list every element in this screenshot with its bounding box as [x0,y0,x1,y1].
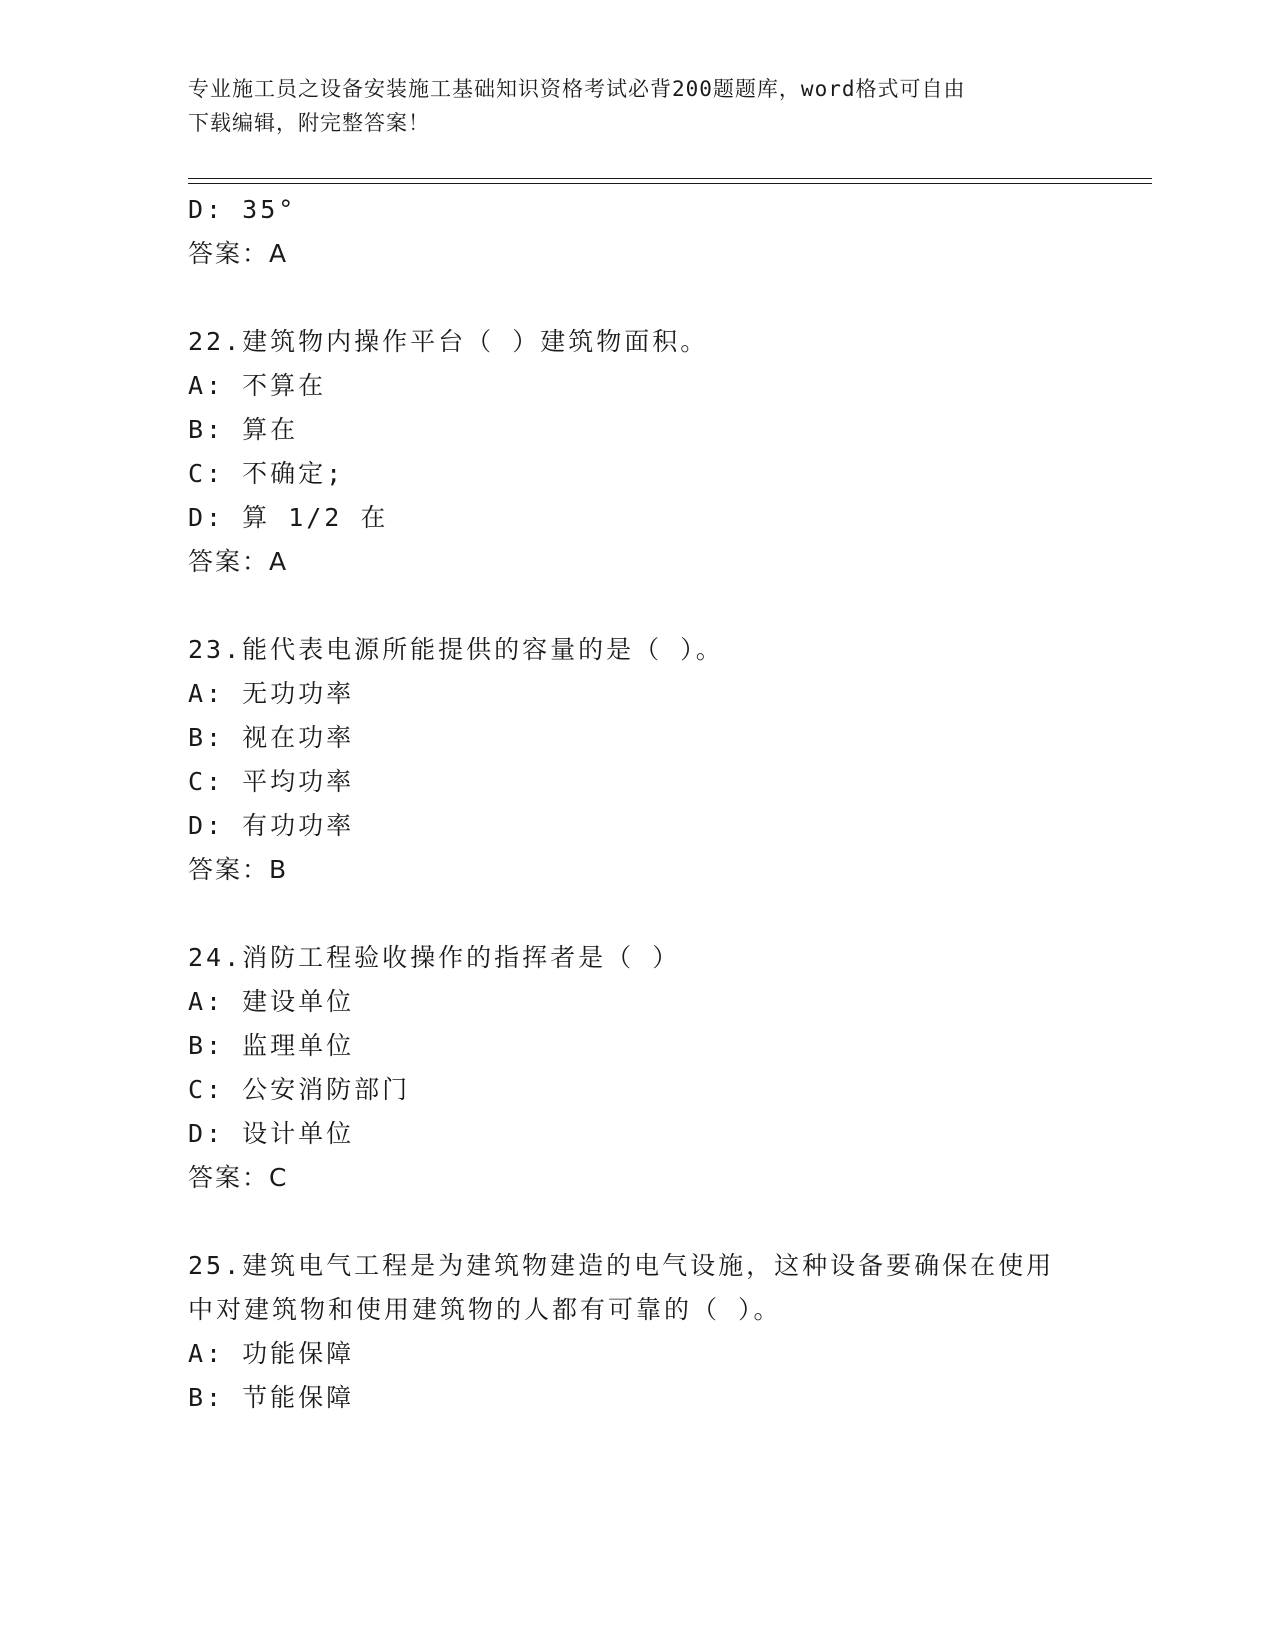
prev-option-d: D: 35° [188,195,297,224]
question-23-stem: 23.能代表电源所能提供的容量的是（ ）。 [188,635,724,664]
question-23-option-a: A: 无功功率 [188,679,355,708]
question-23-answer: 答案：B [188,855,289,884]
header-divider-bottom [188,183,1152,184]
question-25-option-a: A: 功能保障 [188,1339,355,1368]
question-24-stem: 24.消防工程验收操作的指挥者是（ ） [188,943,681,972]
question-22-option-b: B: 算在 [188,415,299,444]
question-24-option-c: C: 公安消防部门 [188,1075,411,1104]
question-25-stem-line-1: 25.建筑电气工程是为建筑物建造的电气设施，这种设备要确保在使用 [188,1251,1055,1280]
prev-answer: 答案：A [188,239,289,268]
question-22-answer: 答案：A [188,547,289,576]
header-title-line-1: 专业施工员之设备安装施工基础知识资格考试必背200题题库，word格式可自由 [188,77,966,101]
question-23-option-c: C: 平均功率 [188,767,355,796]
question-22-option-a: A: 不算在 [188,371,327,400]
question-24-option-a: A: 建设单位 [188,987,355,1016]
document-header [188,72,1088,140]
question-23-option-d: D: 有功功率 [188,811,355,840]
header-divider-top [188,178,1152,179]
question-25-stem-line-2: 中对建筑物和使用建筑物的人都有可靠的（ ）。 [188,1295,782,1324]
question-24-option-d: D: 设计单位 [188,1119,355,1148]
question-22-stem: 22.建筑物内操作平台（ ）建筑物面积。 [188,327,709,356]
question-23-option-b: B: 视在功率 [188,723,355,752]
question-24-answer: 答案：C [188,1163,289,1192]
question-22-option-c: C: 不确定; [188,459,345,488]
question-24-option-b: B: 监理单位 [188,1031,355,1060]
header-title-line-2: 下载编辑，附完整答案！ [188,111,430,135]
question-25-option-b: B: 节能保障 [188,1383,355,1412]
question-22-option-d: D: 算 1/2 在 [188,503,389,532]
